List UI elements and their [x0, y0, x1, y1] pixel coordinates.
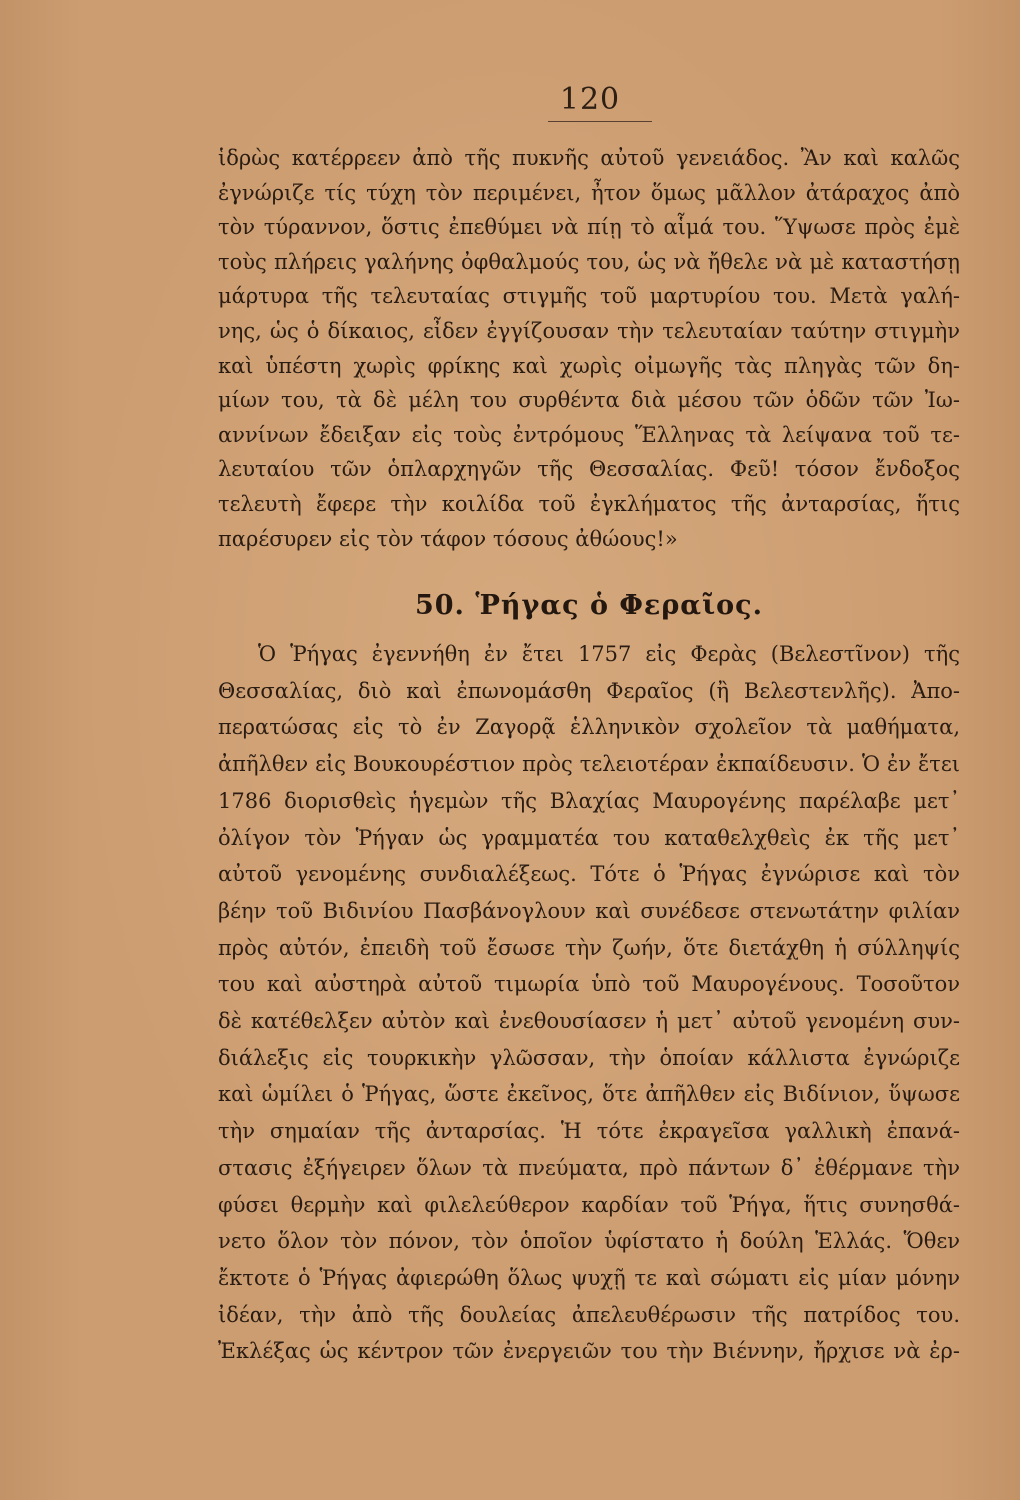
text-line: παρέσυρεν εἰς τὸν τάφον τόσους ἀθώους!»: [218, 526, 678, 551]
text-line: τὴν σημαίαν τῆς ἀνταρσίας. Ἡ τότε ἐκραγεῖσα γαλλικὴ ἐπανά-: [218, 1119, 960, 1144]
text-line: λευταίου τῶν ὁπλαρχηγῶν τῆς Θεσσαλίας. Φεῦ! τόσον ἔνδοξος: [218, 457, 960, 482]
text-line: ἐγνώριζε τίς τύχη τὸν περιμένει, ἦτον ὅμως μᾶλλον ἀτάραχος ἀπὸ: [218, 180, 960, 205]
section-title: 50. Ῥήγας ὁ Φεραῖος.: [414, 590, 763, 621]
text-line: δὲ κατέθελξεν αὐτὸν καὶ ἐνεθουσίασεν ἡ μετ᾽ αὐτοῦ γενομένη συν-: [218, 1009, 960, 1033]
text-line: φύσει θερμὴν καὶ φιλελεύθερον καρδίαν τοῦ Ῥήγα, ἥτις συνησθά-: [218, 1192, 960, 1217]
text-line: του καὶ αὐστηρὰ αὐτοῦ τιμωρία ὑπὸ τοῦ Μαυρογένους. Τοσοῦτον: [218, 972, 960, 997]
text-line: ἔκτοτε ὁ Ῥήγας ἀφιερώθη ὅλως ψυχῇ τε καὶ σώματι εἰς μίαν μόνην: [218, 1265, 960, 1290]
text-line: νετο ὅλον τὸν πόνον, τὸν ὁποῖον ὑφίστατο ἡ δούλη Ἑλλάς. Ὅθεν: [218, 1229, 960, 1254]
text-line: στασις ἐξήγειρεν ὅλων τὰ πνεύματα, πρὸ πάντων δ᾽ ἐθέρμανε τὴν: [218, 1155, 960, 1180]
text-line: τὸν τύραννον, ὅστις ἐπεθύμει νὰ πίῃ τὸ αἷμά του. Ὕψωσε πρὸς ἐμὲ: [218, 215, 960, 240]
text-line: ἰδέαν, τὴν ἀπὸ τῆς δουλείας ἀπελευθέρωσιν τῆς πατρίδος του.: [218, 1302, 960, 1327]
text-line: καὶ ὑπέστη χωρὶς φρίκης καὶ χωρὶς οἰμωγῆς τὰς πληγὰς τῶν δη-: [218, 353, 960, 378]
text-line: Ὁ Ῥήγας ἐγεννήθη ἐν ἔτει 1757 εἰς Φερὰς (Βελεστῖνον) τῆς: [258, 642, 960, 666]
text-line: καὶ ὡμίλει ὁ Ῥήγας, ὥστε ἐκεῖνος, ὅτε ἀπῆλθεν εἰς Βιδίνιον, ὕψωσε: [218, 1082, 960, 1107]
text-line: αὐτοῦ γενομένης συνδιαλέξεως. Τότε ὁ Ῥήγας ἐγνώρισε καὶ τὸν: [218, 862, 960, 887]
text-line: μίων του, τὰ δὲ μέλη του συρθέντα διὰ μέσου τῶν ὁδῶν τῶν Ἰω-: [218, 388, 960, 413]
text-line: ἀπῆλθεν εἰς Βουκουρέστιον πρὸς τελειοτέραν ἐκπαίδευσιν. Ὁ ἐν ἔτει: [218, 752, 960, 777]
text-line: μάρτυρα τῆς τελευταίας στιγμῆς τοῦ μαρτυρίου του. Μετὰ γαλή-: [218, 284, 960, 309]
header-rule: [548, 121, 652, 122]
text-line: 1786 διορισθεὶς ἡγεμὼν τῆς Βλαχίας Μαυρογένης παρέλαβε μετ᾽: [218, 788, 960, 813]
text-line: διάλεξις εἰς τουρκικὴν γλῶσσαν, τὴν ὁποίαν κάλλιστα ἐγνώριζε: [218, 1045, 960, 1070]
text-line: περατώσας εἰς τὸ ἐν Ζαγορᾷ ἑλληνικὸν σχολεῖον τὰ μαθήματα,: [218, 715, 960, 740]
text-line: ἱδρὼς κατέρρεεν ἀπὸ τῆς πυκνῆς αὐτοῦ γενειάδος. Ἂν καὶ καλῶς: [218, 146, 960, 170]
text-line: τοὺς πλήρεις γαλήνης ὀφθαλμούς του, ὡς νὰ ἤθελε νὰ μὲ καταστήσῃ: [218, 249, 960, 274]
text-line: τελευτὴ ἔφερε τὴν κοιλίδα τοῦ ἐγκλήματος τῆς ἀνταρσίας, ἥτις: [218, 492, 960, 516]
page-number: 120: [559, 82, 621, 117]
text-line: βέην τοῦ Βιδινίου Πασβάνογλουν καὶ συνέδεσε στενωτάτην φιλίαν: [218, 898, 960, 923]
text-line: νης, ὡς ὁ δίκαιος, εἶδεν ἐγγίζουσαν τὴν τελευταίαν ταύτην στιγμὴν: [218, 319, 960, 343]
text-line: πρὸς αὐτόν, ἐπειδὴ τοῦ ἔσωσε τὴν ζωήν, ὅτε διετάχθη ἡ σύλληψίς: [218, 935, 960, 960]
text-line: ὀλίγον τὸν Ῥήγαν ὡς γραμματέα του καταθελχθεὶς ἐκ τῆς μετ᾽: [218, 825, 960, 850]
text-line: Θεσσαλίας, διὸ καὶ ἐπωνομάσθη Φεραῖος (ἢ Βελεστενλῆς). Ἀπο-: [218, 678, 960, 703]
text-line: αννίνων ἔδειξαν εἰς τοὺς ἐντρόμους Ἕλληνας τὰ λείψανα τοῦ τε-: [218, 422, 960, 447]
text-line: Ἐκλέξας ὡς κέντρον τῶν ἐνεργειῶν του τὴν Βιέννην, ἤρχισε νὰ ἐρ-: [218, 1339, 960, 1364]
